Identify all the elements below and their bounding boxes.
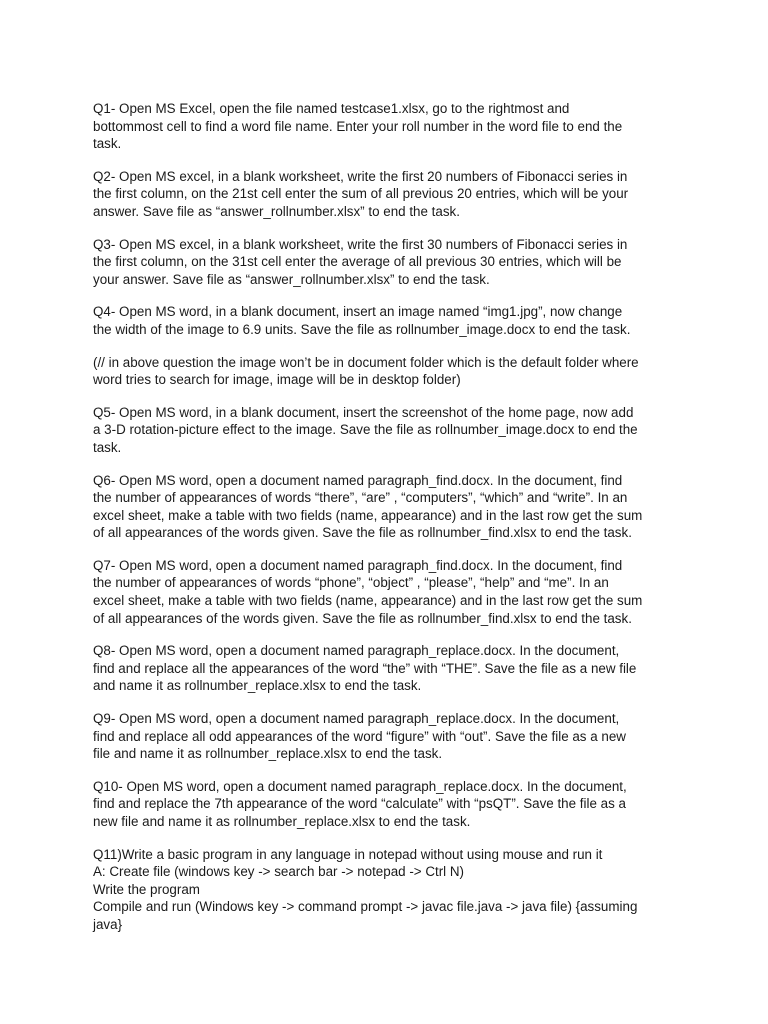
text-line: find and replace the 7th appearance of the word “calculate” with “psQT”. Save the file as a xyxy=(93,796,626,812)
question-q4 xyxy=(93,303,683,338)
question-q8 xyxy=(93,642,683,695)
text-line: of all appearances of the words given. Save the file as rollnumber_find.xlsx to end the task. xyxy=(93,525,632,541)
text-line: (// in above question the image won’t be in document folder which is the default folder where xyxy=(93,354,639,370)
text-line: new file and name it as rollnumber_replace.xlsx to end the task. xyxy=(93,814,471,829)
question-q4-note xyxy=(93,354,683,389)
text-line: find and replace all the appearances of the word “the” with “THE”. Save the file as a new file xyxy=(93,660,637,676)
text-line: the first column, on the 21st cell enter the sum of all previous 20 entries, which will be your xyxy=(93,186,629,202)
question-q2 xyxy=(93,168,683,221)
text-line: Q11)Write a basic program in any language in notepad without using mouse and run it xyxy=(93,846,603,862)
text-line: Compile and run (Windows key -> command prompt -> javac file.java -> java file) {assuming xyxy=(93,899,638,915)
question-q6 xyxy=(93,472,683,542)
text-line: the number of appearances of words “phone”, “object” , “please”, “help” and “me”. In an xyxy=(93,575,609,591)
text-line: Q8- Open MS word, open a document named paragraph_replace.docx. In the document, xyxy=(93,643,620,659)
text-line: word tries to search for image, image will be in desktop folder) xyxy=(93,372,461,388)
question-q5 xyxy=(93,404,683,457)
question-q10 xyxy=(93,778,683,831)
text-line: Q1- Open MS Excel, open the file named testcase1.xlsx, go to the rightmost and xyxy=(93,101,570,116)
text-line: find and replace all odd appearances of the word “figure” with “out”. Save the file as a new xyxy=(93,728,626,744)
text-line: task. xyxy=(93,439,122,455)
question-q7 xyxy=(93,557,683,627)
text-line: Q3- Open MS excel, in a blank worksheet, write the first 30 numbers of Fibonacci series in xyxy=(93,236,628,252)
text-line: Q5- Open MS word, in a blank document, insert the screenshot of the home page, now add xyxy=(93,404,634,420)
text-line: excel sheet, make a table with two fields (name, appearance) and in the last row get the sum xyxy=(93,593,643,609)
text-line: Write the program xyxy=(93,881,200,897)
question-q1 xyxy=(93,100,683,153)
text-line: and name it as rollnumber_replace.xlsx to end the task. xyxy=(93,678,422,694)
text-line: task. xyxy=(93,136,122,152)
text-line: the number of appearances of words “there”, “are” , “computers”, “which” and “write”. In an xyxy=(93,490,628,506)
text-line: file and name it as rollnumber_replace.xlsx to end the task. xyxy=(93,746,443,762)
text-line: Q2- Open MS excel, in a blank worksheet, write the first 20 numbers of Fibonacci series in xyxy=(93,168,628,184)
text-line: Q10- Open MS word, open a document named paragraph_replace.docx. In the document, xyxy=(93,778,627,794)
text-line: the first column, on the 31st cell enter the average of all previous 30 entries, which will be xyxy=(93,254,622,270)
text-line: a 3-D rotation-picture effect to the image. Save the file as rollnumber_image.docx to end the xyxy=(93,422,638,438)
text-line: of all appearances of the words given. Save the file as rollnumber_find.xlsx to end the task. xyxy=(93,610,632,626)
document-body xyxy=(93,100,683,934)
text-line: answer. Save file as “answer_rollnumber.xlsx” to end the task. xyxy=(93,203,460,219)
text-line: your answer. Save file as “answer_rollnumber.xlsx” to end the task. xyxy=(93,271,490,287)
text-line: excel sheet, make a table with two fields (name, appearance) and in the last row get the sum xyxy=(93,507,643,523)
question-q3 xyxy=(93,236,683,289)
text-line: Q6- Open MS word, open a document named paragraph_find.docx. In the document, find xyxy=(93,472,623,488)
text-line: java} xyxy=(93,916,123,932)
text-line: Q4- Open MS word, in a blank document, insert an image named “img1.jpg”, now change xyxy=(93,304,623,320)
text-line: the width of the image to 6.9 units. Save the file as rollnumber_image.docx to end the task. xyxy=(93,321,631,337)
question-q9 xyxy=(93,710,683,763)
text-line: A: Create file (windows key -> search bar -> notepad -> Ctrl N) xyxy=(93,864,464,880)
text-line: Q9- Open MS word, open a document named paragraph_replace.docx. In the document, xyxy=(93,711,620,727)
text-line: bottommost cell to find a word file name. Enter your roll number in the word file to end the xyxy=(93,118,623,134)
question-q11 xyxy=(93,846,683,934)
text-line: Q7- Open MS word, open a document named paragraph_find.docx. In the document, find xyxy=(93,557,623,573)
